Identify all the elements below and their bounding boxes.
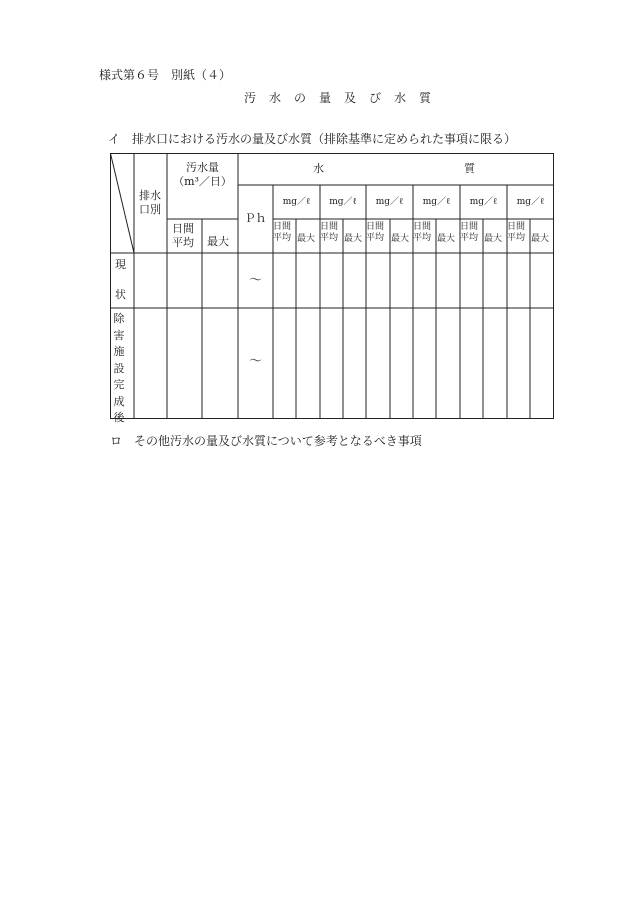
max-header: 最大 — [437, 234, 456, 244]
daily-avg-header: 日間 平均 — [320, 222, 339, 244]
row-label-after-completion: 除 害 施 設 完 成 後 — [113, 312, 125, 424]
unit-label: mg／ℓ — [375, 197, 404, 207]
daily-avg-header: 日間 平均 — [507, 222, 526, 244]
max-header: 最大 — [391, 234, 410, 244]
section-i-label: イ 排水口における汚水の量及び水質（排除基準に定められた事項に限る） — [108, 132, 517, 146]
max-header: 最大 — [344, 234, 363, 244]
daily-avg-header: 日間 平均 — [460, 222, 479, 244]
section-ro-label: ロ その他汚水の量及び水質について参考となるべき事項 — [110, 434, 422, 448]
ph-header: Ｐｈ — [244, 212, 267, 225]
max-header: 最大 — [297, 234, 316, 244]
corner-diagonal — [111, 154, 135, 254]
volume-header: 汚水量 （m³／日） — [173, 161, 232, 188]
volume-daily-avg-header: 日間 平均 — [172, 222, 194, 249]
water-quality-header-quality: 質 — [464, 162, 475, 175]
water-quality-header-water: 水 — [313, 162, 324, 175]
daily-avg-header: 日間 平均 — [273, 222, 292, 244]
unit-label: mg／ℓ — [329, 197, 357, 207]
unit-label: mg／ℓ — [282, 197, 311, 207]
table-border — [111, 154, 554, 419]
document-title: 汚水の量及び水質 — [244, 91, 445, 105]
volume-max-header: 最大 — [207, 235, 229, 248]
ph-range-after-completion: ～ — [248, 354, 262, 369]
daily-avg-header: 日間 平均 — [413, 222, 432, 244]
unit-label: mg／ℓ — [422, 197, 451, 207]
daily-avg-header: 日間 平均 — [366, 222, 385, 244]
water-quality-table — [110, 153, 554, 424]
row-label-current-top: 現 — [115, 258, 126, 271]
unit-label: mg／ℓ — [516, 197, 545, 207]
row-label-current-bottom: 状 — [115, 288, 126, 301]
ph-range-current: ～ — [248, 273, 262, 288]
max-header: 最大 — [531, 234, 550, 244]
form-number: 様式第６号 別紙（４） — [99, 68, 232, 82]
unit-label: mg／ℓ — [469, 197, 498, 207]
max-header: 最大 — [484, 234, 503, 244]
table-grid — [110, 153, 554, 419]
outlet-header: 排水 口別 — [139, 189, 161, 216]
